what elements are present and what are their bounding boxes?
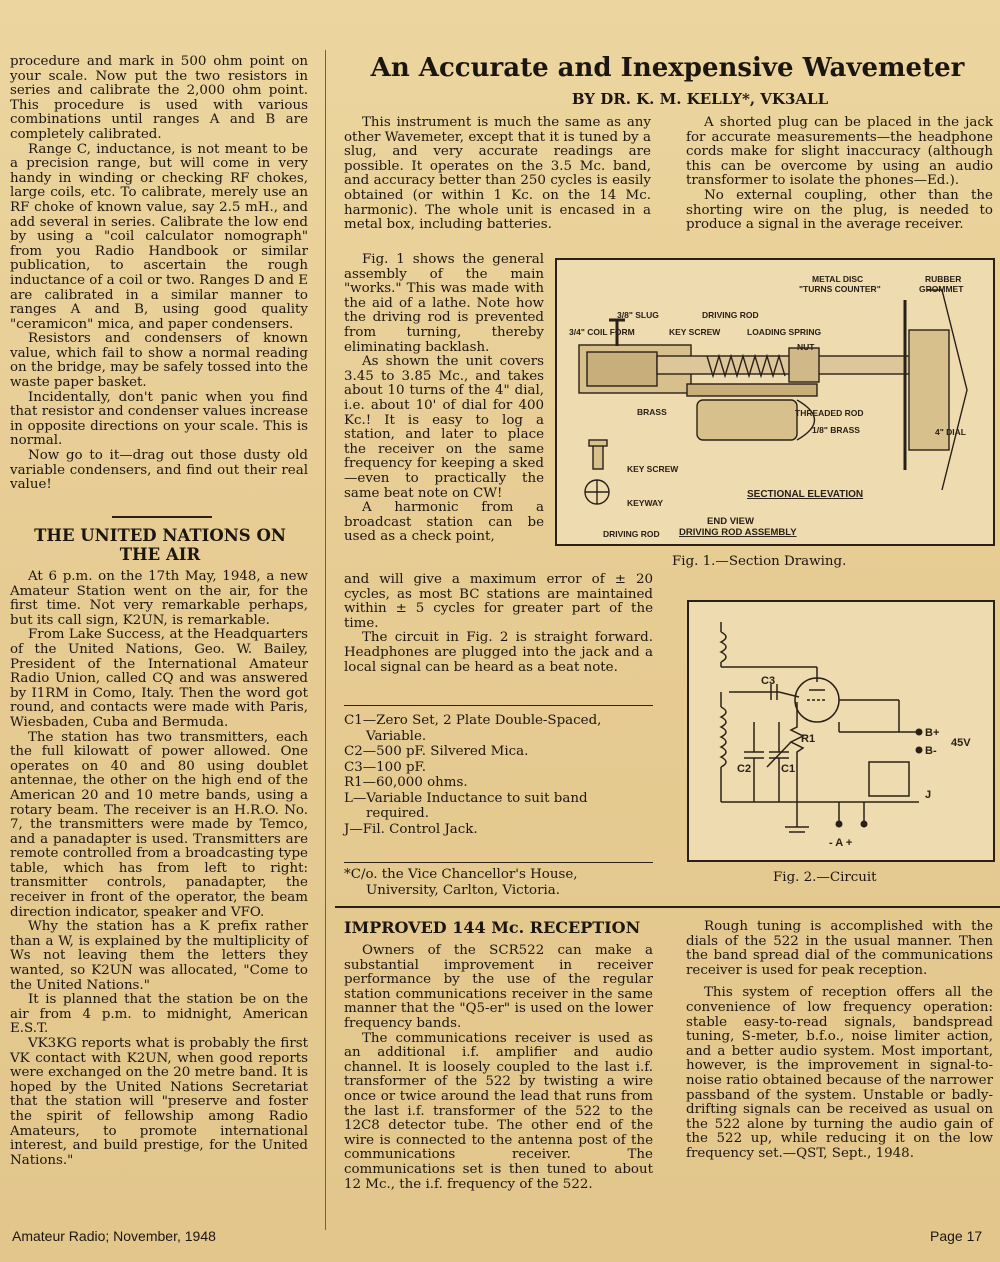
paragraph: It is planned that the station be on the air from 4 p.m. to midnight, American E.S.T.: [10, 992, 308, 1037]
footer-page-number: Page 17: [930, 1228, 983, 1244]
fig1-label: RUBBER: [925, 274, 962, 284]
fig1-label: DRIVING ROD: [603, 529, 660, 539]
footnote: [344, 867, 653, 898]
parts-list-item: C1—Zero Set, 2 Plate Double-Spaced, Variable.: [344, 713, 602, 744]
fig2-label: C1: [781, 763, 796, 775]
article-byline: BY DR. K. M. KELLY*, VK3ALL: [571, 90, 829, 108]
fig1-label: 3/4" COIL FORM: [569, 327, 635, 337]
fig1-label: NUT: [797, 342, 815, 352]
fig1-label: 3/8" SLUG: [617, 310, 659, 320]
paragraph: This instrument is much the same as any other Wavemeter, except that it is tuned by a slug, and very accurate readings are possible. It operates on the 3.5 Mc. band, and accuracy better than 250 cycles is easily obtained (or within 1 Kc. on the 14 Mc. harmonic). The whole unit is encased in a metal box, including batteries.: [344, 115, 651, 233]
paragraph: The communications receiver is used as an additional i.f. amplifier and audio channel. It is loosely coupled to the last i.f. transformer of the 522 by twisting a wire once or twice around the lead that runs from the last i.f. transformer of the 522 to the 12C8 detector tube. The other end of the wire is connected to the antenna post of the communications receiver. The communications set is then tuned to about 12 Mc., the i.f. frequency of the 522.: [344, 1030, 653, 1192]
parts-list-item: R1—60,000 ohms.: [344, 775, 468, 790]
paragraph: Fig. 1 shows the general assembly of the main "works." This was made with the aid of a lathe. Note how the driving rod is prevented from turning, thereby eliminating backlash.: [344, 252, 544, 355]
parts-list-item: C3—100 pF.: [344, 759, 427, 775]
reception-article-title: IMPROVED 144 Mc. RECEPTION: [344, 918, 641, 937]
parts-list: [344, 713, 653, 837]
parts-list-item: J—Fil. Control Jack.: [344, 821, 478, 837]
fig1-svg: [557, 260, 993, 544]
parts-list-item: L—Variable Inductance to suit band required.: [344, 790, 588, 821]
paragraph: procedure and mark in 500 ohm point on your scale. Now put the two resistors in series and calibrate the 2,000 ohm point. This procedure is used with various combinations until ranges A and B are completely calibrated.: [10, 54, 308, 142]
fig2-svg: [689, 602, 993, 860]
fig2-caption: Fig. 2.—Circuit: [773, 870, 877, 885]
fig1-label: BRASS: [637, 407, 667, 417]
fig1-label: LOADING SPRING: [747, 327, 822, 337]
fig1-label: KEY SCREW: [627, 464, 679, 474]
fig1-label: 4" DIAL: [935, 427, 966, 437]
fig1-label: METAL DISC: [812, 274, 864, 284]
paragraph: A harmonic from a broadcast station can be used as a check point,: [344, 500, 544, 545]
paragraph: As shown the unit covers 3.45 to 3.85 Mc., and takes about 10 turns of the 4" dial, i.e. about 10' of dial for 400 Kc.! It is easy to log a station, and later to place the receiver on the same frequency for keeping a sked—even to practically the same beat note on CW!: [344, 354, 544, 501]
reception-left-column: [344, 944, 653, 1192]
fig1-label: DRIVING ROD ASSEMBLY: [679, 527, 797, 538]
fig2-label: R1: [801, 733, 816, 745]
footer-publication: Amateur Radio; November, 1948: [12, 1228, 216, 1244]
fig1-label: "TURNS COUNTER": [799, 284, 881, 294]
parts-list-item: C2—500 pF. Silvered Mica.: [344, 744, 529, 759]
fig1-label: GROMMET: [919, 284, 964, 294]
fig1-section-drawing: [555, 258, 995, 546]
divider-rule: [344, 862, 653, 863]
paragraph: Why the station has a K prefix rather than a W, is explained by the multiplicity of Ws not leaving them the letters they wanted, so K2UN was allocated, "Come to the United Nations.": [10, 919, 308, 993]
paragraph: Resistors and condensers of known value, which fail to show a normal reading on the bridge, may be safely tossed into the waste paper basket.: [10, 331, 308, 391]
paragraph: From Lake Success, at the Headquarters of the United Nations, Geo. W. Bailey, President of the International Amateur Radio Union, called CQ and was answered by I1RM in Como, Italy. Then the word got round, and contacts were made with Paris, Wiesbaden, Cuba and Bermuda.: [10, 627, 308, 730]
paragraph: The station has two transmitters, each the full kilowatt of power allowed. One operates on 40 and 80 using doublet antennae, the other on the high end of the American 20 and 10 metre bands, using a rotary beam. The receiver is an H.R.O. No. 7, the transmitters were made by Temco, and a panadapter is used. Transmitters are remote controlled from a broadcasting type table, which has from left to right: transmitter controls, panadapter, the receiver in front of the operator, the beam direction indicator, speaker and VFO.: [10, 729, 308, 920]
paragraph: Range C, inductance, is not meant to be a precision range, but will come in very handy in winding or checking RF chokes, large coils, etc. To calibrate, merely use an RF choke of known value, say 2.5 mH., and add several in series. Calibrate the low end by using a "coil calculator nomograph" from you Radio Handbook or similar publication, to ascertain the rough inductance of a coil or two. Ranges D and E are calibrated in a similar manner to ranges A and B, using good quality "ceramicon" mica, and paper condensers.: [10, 141, 308, 332]
fig2-label: 45V: [951, 737, 971, 749]
fig1-label: THREADED ROD: [795, 408, 864, 418]
fig1-label: SECTIONAL ELEVATION: [747, 489, 864, 500]
paragraph: At 6 p.m. on the 17th May, 1948, a new Amateur Station went on the air, for the first time. Not very remarkable perhaps, but its call sign, K2UN, is remarkable.: [10, 569, 308, 628]
un-article-body: [10, 570, 308, 1168]
article-right-top: [686, 116, 993, 233]
divider-rule: [344, 705, 653, 706]
paragraph: VK3KG reports what is probably the first VK contact with K2UN, when good reports were exchanged on the 20 metre band. It is hoped by the United Nations Secretariat that the station will "preserve and foster the spirit of fellowship among Radio Amateurs, to promote international interest, and build prestige, for the United Nations.": [10, 1036, 308, 1168]
un-article-title: THE UNITED NATIONS ON THE AIR: [34, 526, 286, 564]
column-divider: [325, 50, 326, 1230]
fig1-label: 1/8" BRASS: [812, 425, 860, 435]
fig2-label: J: [925, 789, 932, 801]
divider-rule: [335, 906, 1000, 908]
article-intro: [344, 116, 651, 233]
paragraph: Owners of the SCR522 can make a substantial improvement in receiver performance by the use of the regular station communications receiver in the same manner that the "Q5-er" is used on the lower frequency bands.: [344, 943, 653, 1031]
fig2-circuit-drawing: [687, 600, 995, 862]
fig2-label: B-: [925, 745, 937, 757]
fig1-label: KEYWAY: [627, 498, 664, 508]
fig2-label: - A +: [829, 837, 853, 849]
fig2-label: C3: [761, 675, 776, 687]
paragraph: The circuit in Fig. 2 is straight forward. Headphones are plugged into the jack and a local signal can be heard as a beat note.: [344, 630, 653, 675]
fig1-label: DRIVING ROD: [702, 310, 759, 320]
paragraph: This system of reception offers all the convenience of low frequency operation: stable easy-to-read signals, bandspread tuning, S-meter, b.f.o., noise limiter action, and a better audio system. Most important, however, is the improvement in signal-to-noise ratio obtained because of the narrower passband of the system. Unstable or badly-drifting signals can be received as usual on the 522 alone by turning the audio gain of the 522 up, while reducing it on the low frequency set.—QST, Sept., 1948.: [686, 985, 993, 1161]
paragraph: No external coupling, other than the shorting wire on the plug, is needed to produce a signal in the average receiver.: [686, 187, 993, 233]
article-title: An Accurate and Inexpensive Wavemeter: [370, 53, 965, 83]
fig1-label: KEY SCREW: [669, 327, 721, 337]
divider-rule: [112, 516, 212, 518]
paragraph: Incidentally, don't panic when you find that resistor and condenser values increase in opposite directions on your scale. This is normal.: [10, 389, 308, 449]
paragraph: Rough tuning is accomplished with the dials of the 522 in the usual manner. Then the band spread dial of the communications receiver is used for peak reception.: [686, 919, 993, 978]
fig2-label: B+: [925, 727, 940, 739]
paragraph: Now go to it—drag out those dusty old variable condensers, and find out their real value!: [10, 448, 308, 493]
fig2-label: C2: [737, 763, 752, 775]
fig1-label: END VIEW: [707, 516, 754, 527]
fig1-caption: Fig. 1.—Section Drawing.: [672, 554, 847, 569]
paragraph: and will give a maximum error of ± 20 cycles, as most BC stations are maintained within ± 5 cycles for greater part of the time.: [344, 572, 653, 631]
footnote-text: *C/o. the Vice Chancellor's House, University, Carlton, Victoria.: [344, 867, 578, 898]
article-wide-column: [344, 573, 653, 675]
reception-right-column: [686, 920, 993, 1162]
left-column-continuation: [10, 55, 308, 493]
article-narrow-column: [344, 253, 544, 545]
paragraph: A shorted plug can be placed in the jack for accurate measurements—the headphone cords make for slight inaccuracy (although this can be overcome by using an audio transformer to isolate the phones—Ed.).: [686, 115, 993, 189]
